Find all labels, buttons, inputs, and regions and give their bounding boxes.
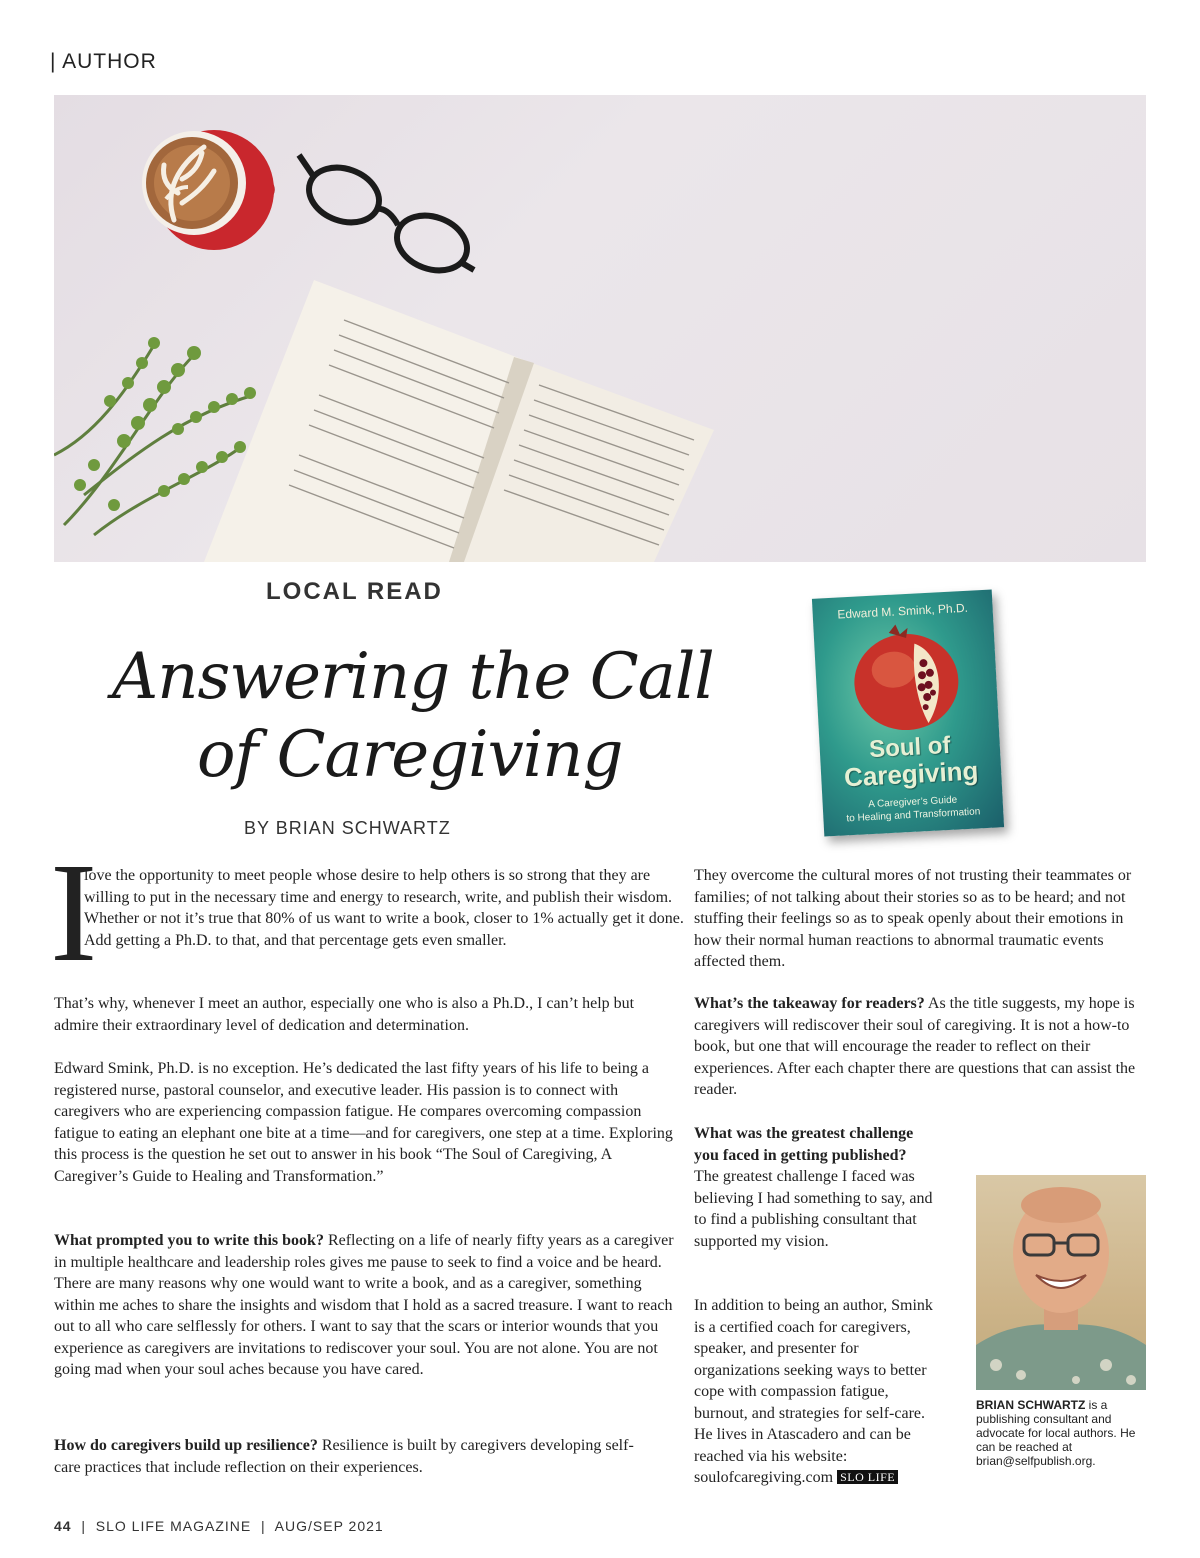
- question-3: What’s the takeaway for readers?: [694, 995, 925, 1012]
- glasses-icon: [299, 155, 475, 280]
- book-cover-author: Edward M. Smink, Ph.D.: [837, 600, 969, 622]
- author-name: BRIAN SCHWARTZ: [976, 1398, 1086, 1412]
- author-photo: [976, 1175, 1146, 1390]
- question-1: What prompted you to write this book?: [54, 1232, 324, 1249]
- page-footer: [54, 1518, 384, 1534]
- book-cover-subtitle-line-1: A Caregiver’s Guide: [867, 794, 958, 811]
- answer-1: Reflecting on a life of nearly fifty years as a caregiver in multiple healthcare and leadership roles gives me pause to seek to find a voice and be heard. There are many reasons why one would want to write a book, and as a caregiver, something within me aches to share the insights and wisdom that I hold as a sacred treasure. I want to reach out to all who care selflessly for others. I want to say that the scars or interior wounds that you experience as caregivers are invitations to rediscover your soul. You are not alone. You are not going mad when your soul aches because you have cared.: [54, 1232, 674, 1378]
- author-bio: [976, 1398, 1148, 1468]
- answer-4: The greatest challenge I faced was believing I had something to say, and to find a publishing consultant that supported my vision.: [694, 1168, 933, 1250]
- article-kicker: LOCAL READ: [266, 578, 443, 605]
- paragraph-closing: [694, 1295, 944, 1489]
- paragraph-column2-1: They overcome the cultural mores of not trusting their teammates or families; of not talking about their stories so as to be heard; and not stuffing their feelings so as to speak openly about their emotions in how their normal human reactions to abnormal traumatic events affected them.: [694, 867, 1132, 970]
- author-portrait-icon: [976, 1175, 1146, 1390]
- publication-info: | SLO LIFE MAGAZINE | AUG/SEP 2021: [71, 1518, 384, 1534]
- hero-illustration: [54, 95, 1146, 562]
- plant-berries-icon: [74, 337, 256, 511]
- article-title-line-2: of Caregiving: [197, 718, 623, 792]
- paragraph-2: That’s why, whenever I meet an author, especially one who is also a Ph.D., I can’t help but admire their extraordinary level of dedication and determination.: [54, 995, 635, 1034]
- pomegranate-icon: [843, 621, 969, 737]
- coffee-cup-icon: [142, 130, 279, 250]
- answer-3: As the title suggests, my hope is caregivers will rediscover their soul of caregiving. It is not a how-to book, but one that will encourage the reader to reflect on their experiences. After each chapter there are questions that can assist the reader.: [694, 995, 1136, 1098]
- hero-photo: [54, 95, 1146, 562]
- article-byline: BY BRIAN SCHWARTZ: [244, 818, 451, 838]
- end-badge: SLO LIFE: [837, 1470, 898, 1484]
- book-cover: [812, 589, 1004, 836]
- closing-text: In addition to being an author, Smink is a certified coach for caregivers, speaker, and presenter for organizations seeking ways to better cope with compassion fatigue, burnout, and strategies for self-care. He lives in Atascadero and can be reached via his website: soulofcaregiving.com: [694, 1297, 933, 1486]
- plant-icon: [54, 345, 254, 535]
- page-number: 44: [54, 1518, 72, 1534]
- book-cover-title-line-2: Caregiving: [843, 755, 980, 793]
- book-cover-subtitle-line-2: to Healing and Transformation: [846, 806, 981, 825]
- paragraph-intro: love the opportunity to meet people whose desire to help others is so strong that they are willing to put in the necessary time and energy to research, write, and publish their wisdom. Whether or not it’s true that 80% of us want to write a book, closer to 1% actually get it done. Add getting a Ph.D. to that, and that percentage gets even smaller.: [84, 867, 684, 949]
- question-4: What was the greatest challenge you faced in getting published?: [694, 1125, 914, 1164]
- open-book-icon: [204, 280, 714, 562]
- answer-2: Resilience is built by caregivers developing self-care practices that include reflection on their experiences.: [54, 1437, 634, 1476]
- author-bio-text: is a publishing consultant and advocate for local authors. He can be reached at brian@selfpublish.org.: [976, 1398, 1136, 1468]
- qa-block-2: [54, 1435, 654, 1478]
- section-label: | AUTHOR: [50, 50, 157, 73]
- book-cover-title-line-1: Soul of: [868, 731, 952, 764]
- paragraph-3: Edward Smink, Ph.D. is no exception. He’s dedicated the last fifty years of his life to being a registered nurse, pastoral counselor, and executive leader. His passion is to connect with caregivers who are experiencing compassion fatigue. He compares overcoming compassion fatigue to eating an elephant one bite at a time—and for caregivers, one step at a time. Exploring this process is the question he set out to answer in his book “The Soul of Caregiving, A Caregiver’s Guide to Healing and Transformation.”: [54, 1060, 673, 1185]
- qa-block-1: [54, 1230, 684, 1381]
- drop-cap: I: [50, 833, 98, 991]
- question-2: How do caregivers build up resilience?: [54, 1437, 318, 1454]
- qa-block-4: [694, 1123, 934, 1252]
- qa-block-3: [694, 993, 1139, 1101]
- article-title-line-1: Answering the Call: [112, 640, 714, 714]
